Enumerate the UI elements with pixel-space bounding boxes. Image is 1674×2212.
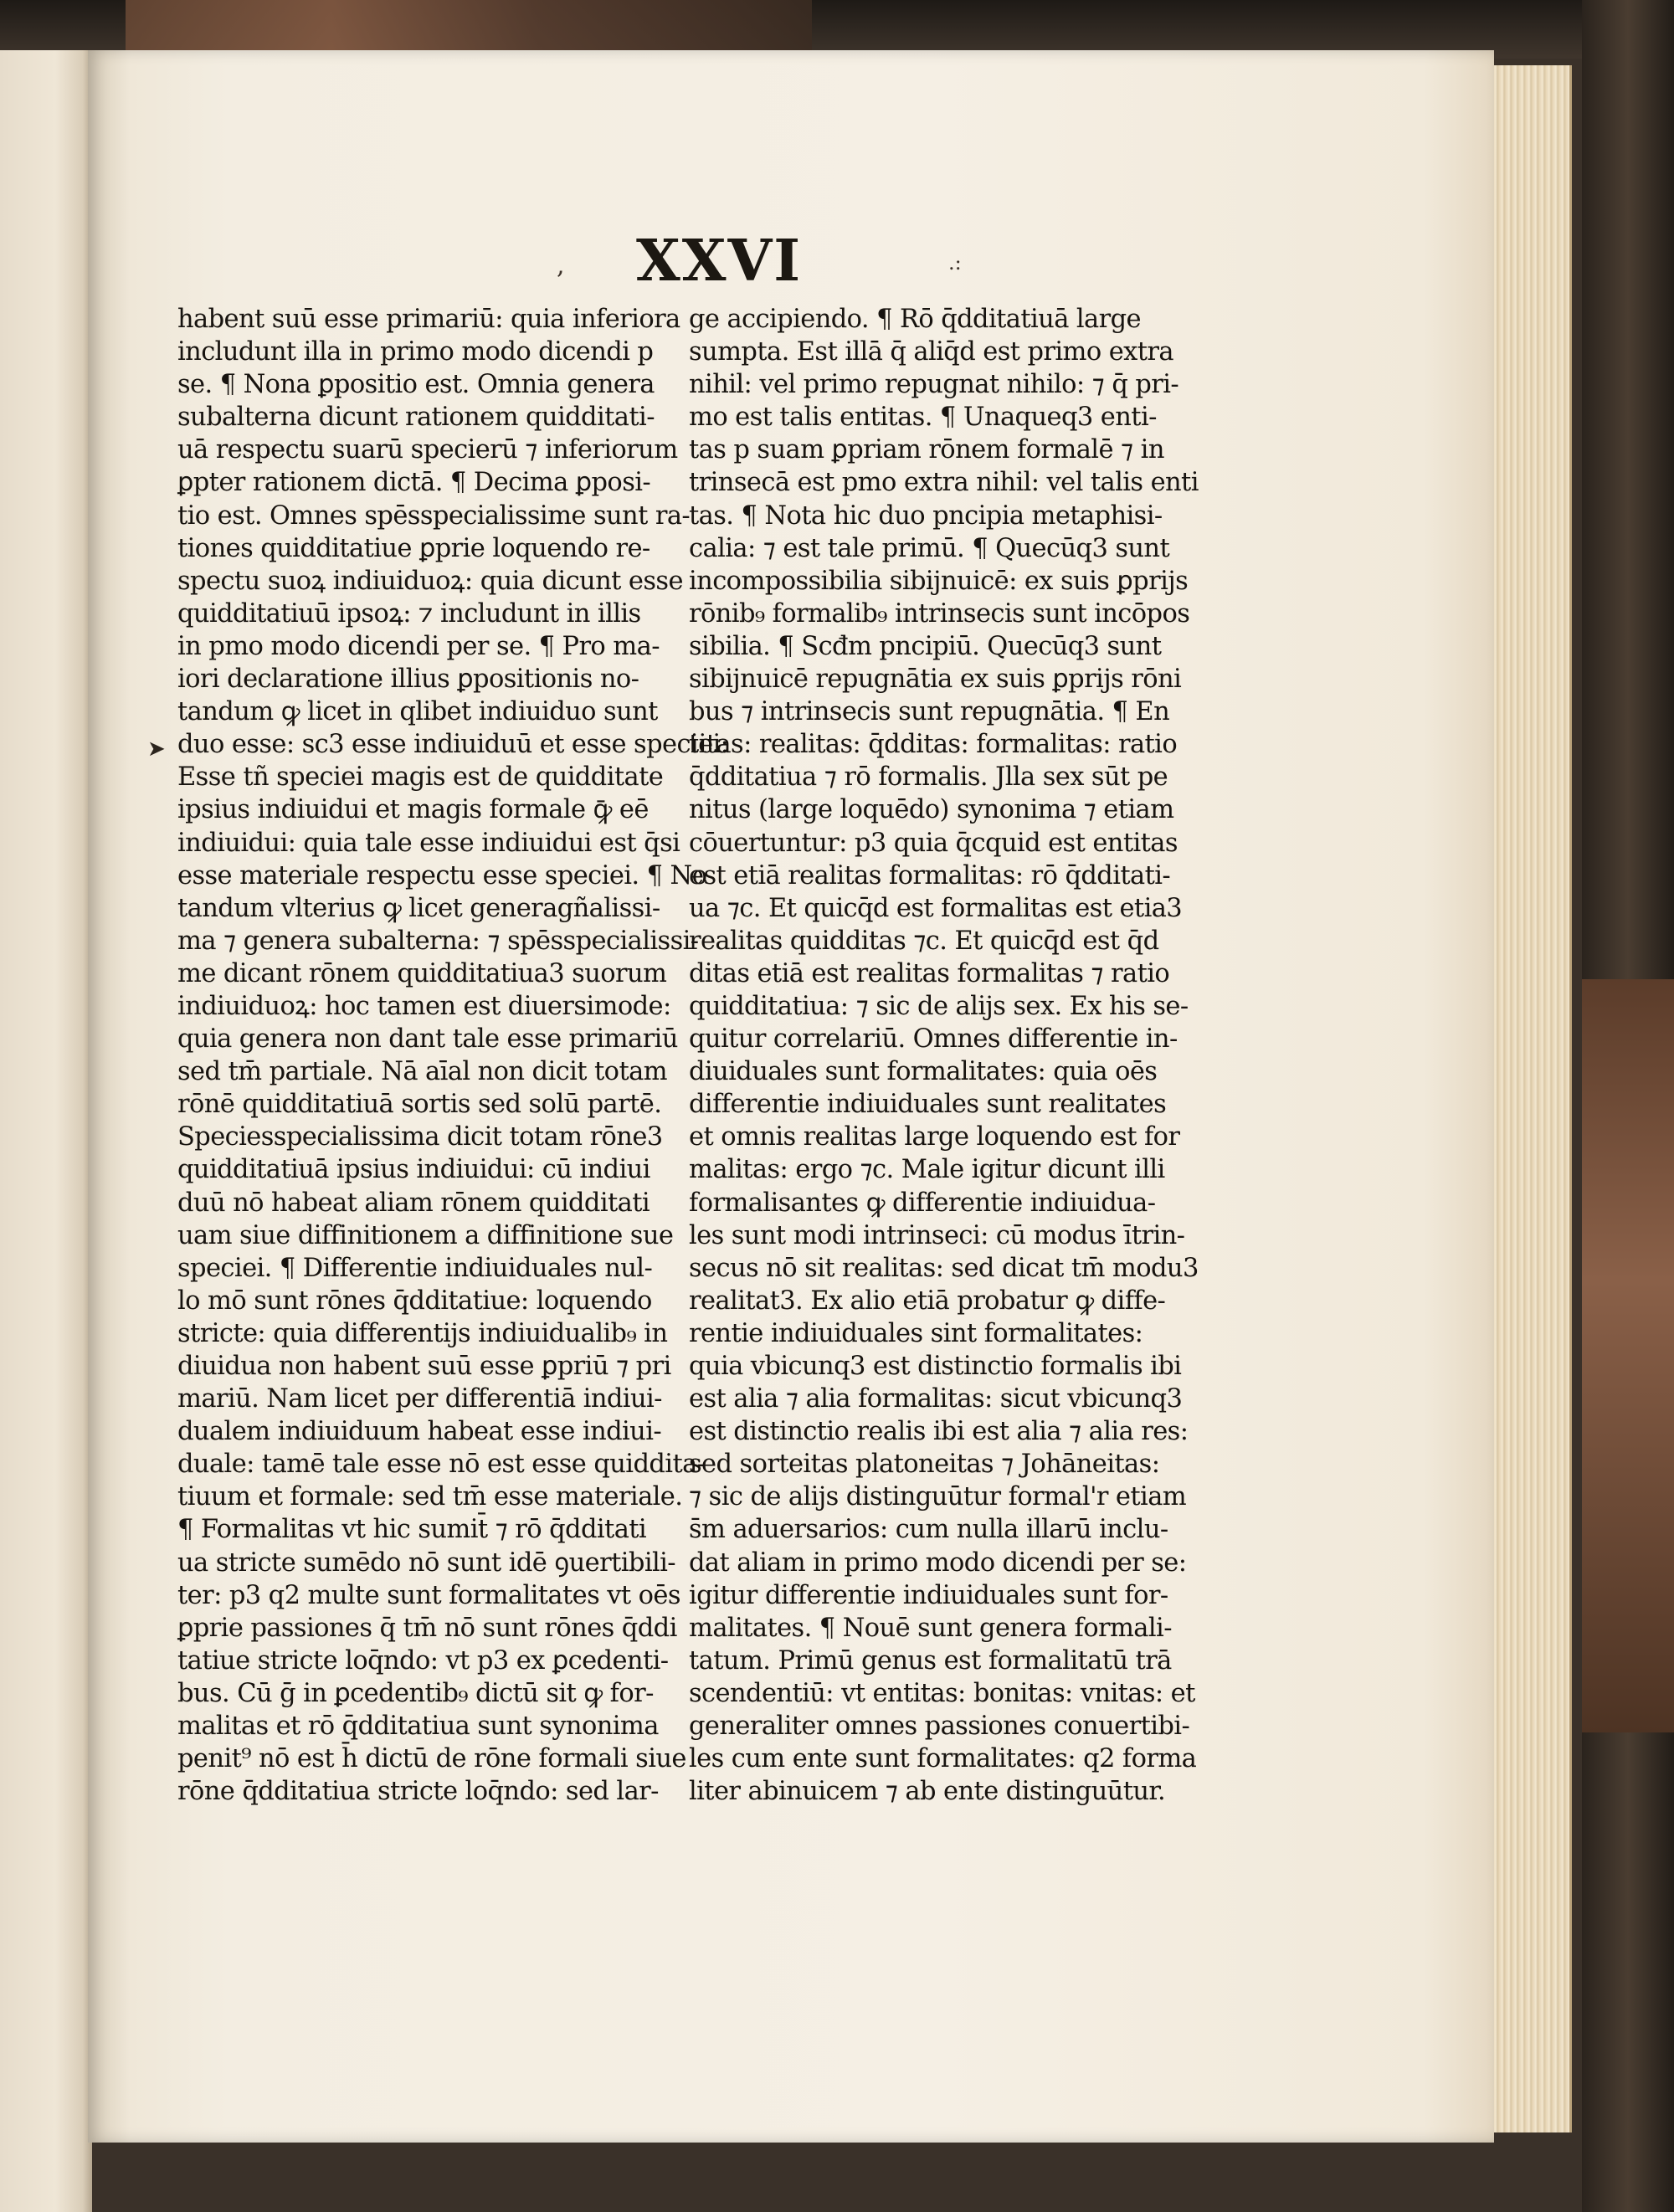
text-line: duale: tamē tale esse nō est esse quiddita-: [177, 1450, 706, 1480]
text-line: les sunt modi intrinseci: cū modus ītrin-: [689, 1220, 1185, 1250]
text-line: est distinctio realis ibi est alia ⁊ alia res:: [689, 1417, 1189, 1447]
text-line: sed tm̄ partiale. Nā aīal non dicit totam: [177, 1057, 668, 1087]
text-line: ꝑprie passiones q̄ tm̄ nō sunt rōnes q̄ddi: [177, 1613, 677, 1643]
text-line: stricte: quia differentijs indiuidualib₉ in: [177, 1318, 668, 1348]
text-line: se. ¶ Nona ꝑpositio est. Omnia genera: [177, 370, 655, 400]
text-line: me dicant rōnem quidditatiua3 suorum: [177, 958, 667, 988]
text-line: spectu suoꝝ indiuiduoꝝ: quia dicunt esse: [177, 566, 683, 596]
text-line: tiuum et formale: sed tm̄ esse materiale.: [177, 1482, 683, 1512]
text-line: cōuertuntur: p3 quia q̄cquid est entitas: [689, 828, 1178, 858]
text-line: tas p suam ꝑpriam rōnem formalē ⁊ in: [689, 435, 1164, 465]
text-line: indiuiduoꝝ: hoc tamen est diuersimode:: [177, 991, 671, 1021]
text-column-right: [689, 303, 1199, 1808]
text-line: ma ⁊ genera subalterna: ⁊ spēsspecialissi-: [177, 926, 699, 956]
text-line: differentie indiuiduales sunt realitates: [689, 1090, 1167, 1120]
text-line: habent suū esse primariū: quia inferiora: [177, 305, 680, 334]
text-line: tiones quidditatiue ꝑprie loquendo re-: [177, 533, 650, 563]
text-line: rōne q̄dditatiua stricte loq̄ndo: sed lar-: [177, 1777, 659, 1807]
text-line: dualem indiuiduum habeat esse indiui-: [177, 1417, 662, 1447]
text-line: duū nō habeat aliam rōnem quidditati: [177, 1188, 650, 1218]
text-line: malitates. ¶ Nouē sunt genera formali-: [689, 1613, 1172, 1643]
text-line: est alia ⁊ alia formalitas: sicut vbicunq3: [689, 1384, 1183, 1414]
text-line: speciei. ¶ Differentie indiuiduales nul-: [177, 1253, 653, 1283]
text-line: diuidua non habent suū esse ꝑpriū ⁊ pri: [177, 1352, 671, 1381]
text-line: quidditatiua: ⁊ sic de alijs sex. Ex his se-: [689, 991, 1189, 1021]
text-line: generaliter omnes passiones conuertibi-: [689, 1712, 1190, 1742]
folio-number: XXVI: [636, 228, 803, 295]
folio-mark-left: ,: [557, 251, 565, 280]
text-line: realitat3. Ex alio etiā probatur ꝙ diffe-: [689, 1286, 1166, 1316]
text-line: dat aliam in primo modo dicendi per se:: [689, 1547, 1187, 1578]
text-line: secus nō sit realitas: sed dicat tm̄ modu3: [689, 1253, 1199, 1283]
text-line: esse materiale respectu esse speciei. ¶ No: [177, 860, 707, 890]
text-line: in pmo modo dicendi per se. ¶ Pro ma-: [177, 631, 660, 661]
text-line: ua ⁊c. Et quicq̄d est formalitas est etia3: [689, 893, 1183, 923]
binding-board: [1582, 979, 1674, 1732]
text-line: malitas et rō q̄dditatiua sunt synonima: [177, 1712, 659, 1742]
text-line: scendentiū: vt entitas: bonitas: vnitas: et: [689, 1678, 1195, 1708]
text-line: bus. Cū ḡ in ꝑcedentib₉ dictū sit ꝙ for-: [177, 1678, 654, 1708]
text-line: quia vbicunq3 est distinctio formalis ibi: [689, 1352, 1182, 1381]
text-line: quia genera non dant tale esse primariū: [177, 1024, 678, 1055]
text-line: rōnib₉ formalib₉ intrinsecis sunt incōpos: [689, 598, 1190, 629]
text-line: quidditatiuā ipsius indiuidui: cū indiui: [177, 1155, 650, 1185]
text-line: penit⁹ nō est h̄ dictū de rōne formali siue: [177, 1744, 686, 1774]
text-line: tandum vlterius ꝙ licet generagñalissi-: [177, 893, 660, 923]
text-line: nitus (large loquēdo) synonima ⁊ etiam: [689, 795, 1174, 825]
text-line: est etiā realitas formalitas: rō q̄dditati-: [689, 860, 1171, 890]
text-line: Esse tñ speciei magis est de quidditate: [177, 762, 664, 793]
text-line: formalisantes ꝙ differentie indiuidua-: [689, 1188, 1156, 1218]
text-line: Speciesspecialissima dicit totam rōne3: [177, 1122, 663, 1152]
text-line: s̄m aduersarios: cum nulla illarū inclu-: [689, 1515, 1168, 1545]
marginal-pointer: ➤: [147, 736, 166, 762]
text-line: tio est. Omnes spēsspecialissime sunt ra-: [177, 500, 691, 531]
text-line: nihil: vel primo repugnat nihilo: ⁊ q̄ pri-: [689, 370, 1179, 400]
text-line: et omnis realitas large loquendo est for: [689, 1122, 1180, 1152]
text-line: sibilia. ¶ Scđm pncipiū. Quecūq3 sunt: [689, 631, 1162, 661]
text-line: subalterna dicunt rationem quidditati-: [177, 403, 655, 433]
text-line: liter abinuicem ⁊ ab ente distinguūtur.: [689, 1777, 1166, 1807]
text-line: ua stricte sumēdo nō sunt idē ꝯuertibili-: [177, 1547, 675, 1578]
text-line: sed sorteitas platoneitas ⁊ Johāneitas:: [689, 1450, 1160, 1480]
text-line: tas. ¶ Nota hic duo pncipia metaphisi-: [689, 500, 1163, 531]
text-line: igitur differentie indiuiduales sunt for-: [689, 1580, 1168, 1610]
text-line: ¶ Formalitas vt hic sumit̄ ⁊ rō q̄dditati: [177, 1515, 647, 1545]
text-column-left: [177, 303, 729, 1808]
text-line: iori declaratione illius ꝑpositionis no-: [177, 665, 639, 695]
text-line: rentie indiuiduales sint formalitates:: [689, 1318, 1143, 1348]
text-line: quitur correlariū. Omnes differentie in-: [689, 1024, 1178, 1055]
text-line: q̄dditatiua ⁊ rō formalis. Jlla sex sūt pe: [689, 762, 1168, 793]
text-line: quidditatiuū ipsoꝝ: ⁊ includunt in illis: [177, 598, 641, 629]
folio-mark-right: .:: [948, 251, 962, 275]
text-line: ⁊ sic de alijs distinguūtur formal'r etiam: [689, 1482, 1187, 1512]
text-line: incompossibilia sibijnuicē: ex suis ꝑprijs: [689, 566, 1189, 596]
text-line: ditas etiā est realitas formalitas ⁊ ratio: [689, 958, 1170, 988]
text-line: malitas: ergo ⁊c. Male igitur dicunt illi: [689, 1155, 1165, 1185]
text-line: ꝑpter rationem dictā. ¶ Decima ꝑposi-: [177, 468, 651, 498]
text-line: duo esse: sc3 esse indiuiduū et esse speciei:: [177, 730, 729, 760]
verso-page-edge: [0, 50, 92, 2212]
text-line: titas: realitas: q̄dditas: formalitas: ratio: [689, 730, 1178, 760]
text-line: realitas quidditas ⁊c. Et quicq̄d est q̄d: [689, 926, 1159, 956]
text-line: tatiue stricte loq̄ndo: vt p3 ex ꝑcedenti-: [177, 1645, 669, 1676]
text-line: lo mō sunt rōnes q̄dditatiue: loquendo: [177, 1286, 652, 1316]
text-line: trinsecā est pmo extra nihil: vel talis enti: [689, 468, 1199, 498]
text-line: uā respectu suarū specierū ⁊ inferiorum: [177, 435, 678, 465]
text-line: uam siue diffinitionem a diffinitione sue: [177, 1220, 674, 1250]
text-line: les cum ente sunt formalitates: q2 forma: [689, 1744, 1197, 1774]
text-line: sibijnuicē repugnātia ex suis ꝑprijs rōni: [689, 665, 1182, 695]
text-line: rōnē quidditatiuā sortis sed solū partē.: [177, 1090, 662, 1120]
text-line: includunt illa in primo modo dicendi p: [177, 337, 654, 367]
text-line: mariū. Nam licet per differentiā indiui-: [177, 1384, 662, 1414]
text-line: calia: ⁊ est tale primū. ¶ Quecūq3 sunt: [689, 533, 1170, 563]
text-line: tandum ꝙ licet in qlibet indiuiduo sunt: [177, 697, 658, 727]
text-line: ter: p3 q2 multe sunt formalitates vt oēs: [177, 1580, 680, 1610]
text-line: sumpta. Est illā q̄ aliq̄d est primo extra: [689, 337, 1174, 367]
text-line: diuiduales sunt formalitates: quia oēs: [689, 1057, 1158, 1087]
text-line: bus ⁊ intrinsecis sunt repugnātia. ¶ En: [689, 697, 1170, 727]
text-line: mo est talis entitas. ¶ Unaqueq3 enti-: [689, 403, 1157, 433]
binding-edge: [126, 0, 812, 52]
text-line: ge accipiendo. ¶ Rō q̄dditatiuā large: [689, 305, 1141, 334]
text-line: tatum. Primū genus est formalitatū trā: [689, 1645, 1172, 1676]
text-line: indiuidui: quia tale esse indiuidui est q̄si: [177, 828, 680, 858]
text-line: ipsius indiuidui et magis formale ꝙ̄ eē: [177, 795, 649, 825]
